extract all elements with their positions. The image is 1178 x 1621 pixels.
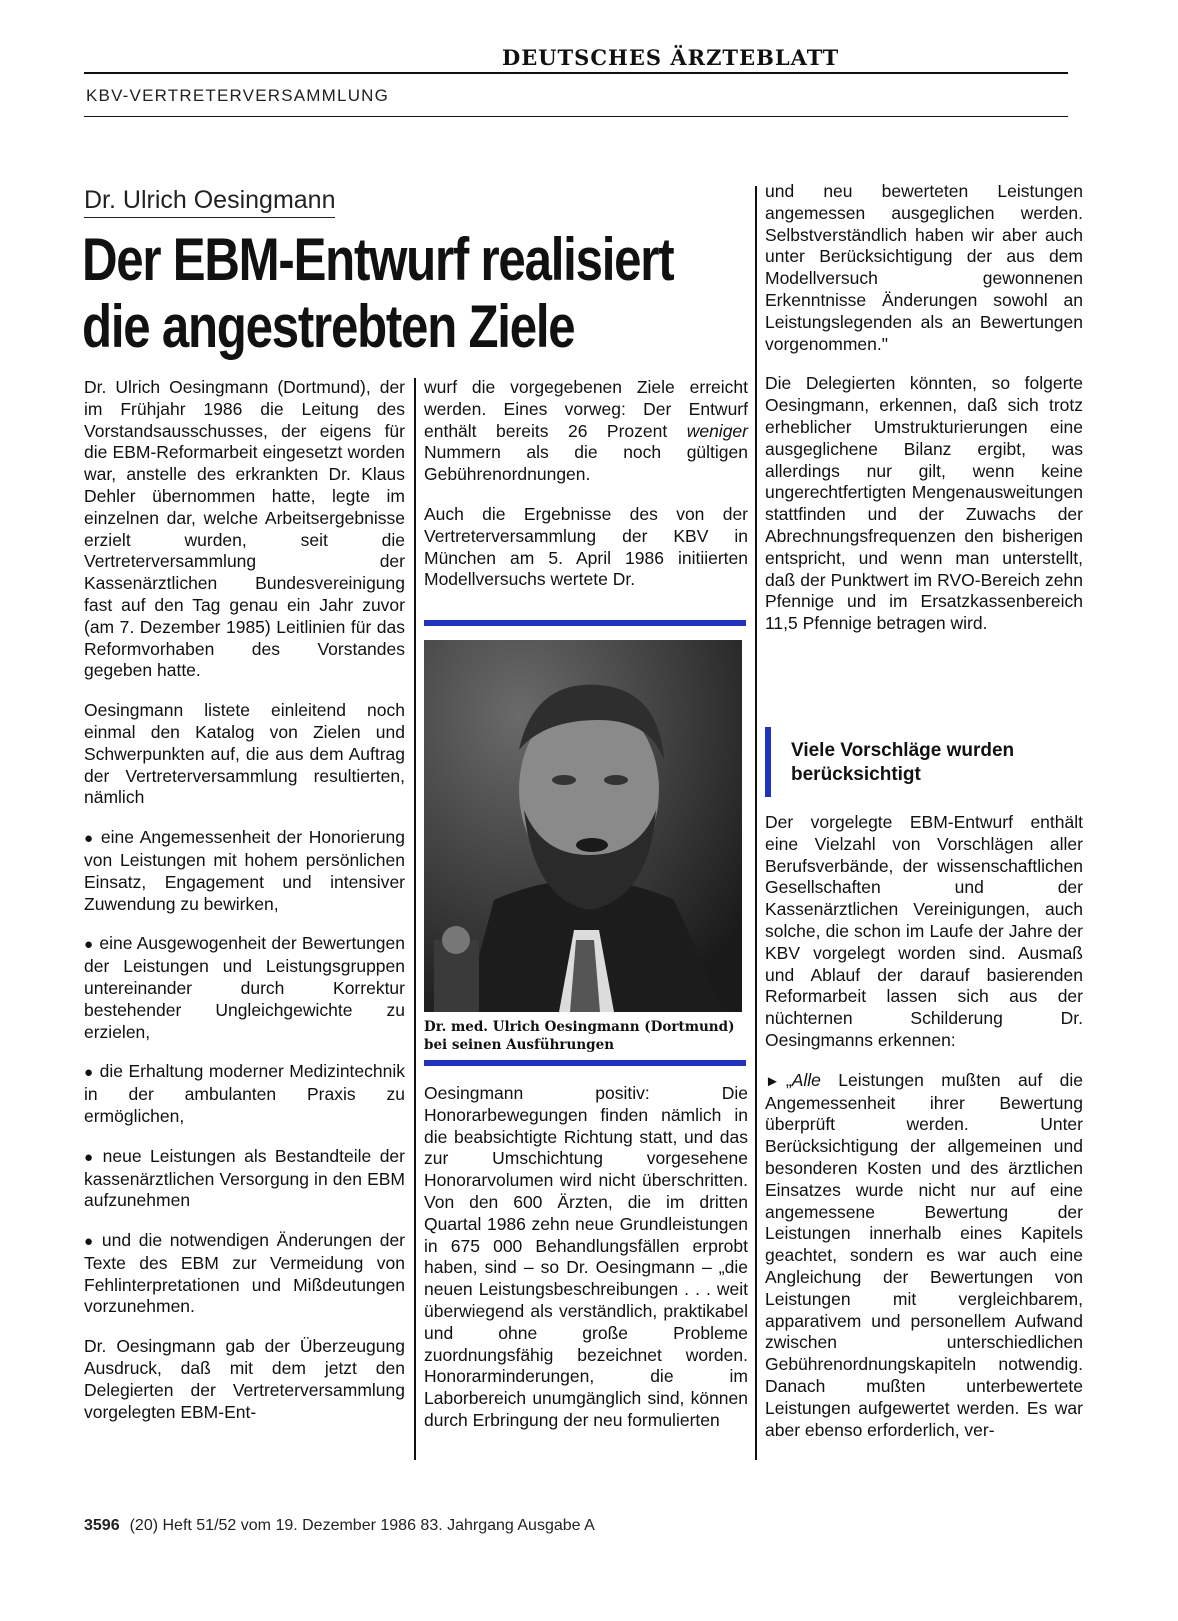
bullet-item: ● neue Leistungen als Bestandteile der kassenärztlichen Versorgung in den EBM aufzunehmen bbox=[84, 1146, 405, 1212]
bullet-item: ● die Erhaltung moderner Medizintechnik in der ambulanten Praxis zu ermöglichen, bbox=[84, 1061, 405, 1127]
masthead bbox=[84, 42, 1068, 74]
column-1 bbox=[84, 377, 405, 1441]
quote-paragraph: ► „Alle Leistungen mußten auf die Angemessenheit ihrer Bewertung überprüft werden. Unter Berücksichtigung der allgemeinen und besonderen Kosten und des ärztlichen Einsatzes wurde nicht nur auf eine angemessene Bewertung der Leistungen innerhalb eines Kapitels geachtet, sondern es war auch eine Angleichung der Bewertungen von Leistungen mit vergleichbarem, apparativem und personellem Aufwand zwischen unterschiedlichen Gebührenordnungskapiteln notwendig. Danach mußten unterbewertete Leistungen aufgewertet werden. Es war aber ebenso erforderlich, ver- bbox=[765, 1070, 1083, 1442]
author-byline: Dr. Ulrich Oesingmann bbox=[84, 186, 335, 218]
paragraph: Oesingmann listete einleitend noch einmal den Katalog von Zielen und Schwerpunkten auf, die aus dem Auftrag der Vertreterversammlung resultierten, nämlich bbox=[84, 700, 405, 808]
subheading-box bbox=[765, 727, 1071, 797]
paragraph: Auch die Ergebnisse des von der Vertreterversammlung der KBV in München am 5. April 1986 initiierten Modellversuchs wertete Dr. bbox=[424, 503, 748, 590]
journal-name: DEUTSCHES ÄRZTEBLATT bbox=[502, 45, 840, 70]
portrait-photo bbox=[424, 640, 742, 1012]
paragraph: Dr. Ulrich Oesingmann (Dortmund), der im Frühjahr 1986 die Leitung des Vorstandsausschusses, der eigens für die EBM-Reformarbeit eingesetzt worden war, anstelle des erkrankten Dr. Klaus Dehler übernommen hatte, legte im einzelnen dar, welche Arbeitsergebnisse erzielt wurden, seit die Vertreterversammlung der Kassenärztlichen Bundesvereinigung fast auf den Tag genau ein Jahr zuvor (am 7. Dezember 1985) Leitlinien für das Reformvorhaben des Vorstandes gegeben hatte. bbox=[84, 377, 405, 681]
page-number: 3596 bbox=[84, 1517, 120, 1534]
photo-caption: Dr. med. Ulrich Oesingmann (Dortmund) bei seinen Ausführungen bbox=[424, 1019, 735, 1053]
column-3-continued bbox=[765, 812, 1083, 1459]
article-headline bbox=[82, 226, 674, 360]
bullet-item: ● eine Ausgewogenheit der Bewertungen der Leistungen und Leistungsgruppen untereinander durch Korrektur bestehender Ungleichgewichte zu erzielen, bbox=[84, 933, 405, 1043]
page-footer bbox=[84, 1517, 595, 1535]
portrait-photo-icon bbox=[424, 640, 742, 1012]
subheading: Viele Vorschläge wurden berücksichtigt bbox=[791, 740, 1015, 785]
column-2-continued bbox=[424, 1083, 748, 1450]
caption-bottom-rule bbox=[424, 1060, 746, 1066]
headline-line-1: Der EBM-Entwurf realisiert bbox=[82, 226, 674, 293]
emphasis: weniger bbox=[686, 420, 748, 441]
headline-line-2: die angestrebten Ziele bbox=[82, 293, 575, 360]
bullet-item: ● eine Angemessenheit der Honorierung von Leistungen mit hohem persönlichen Einsatz, Engagement und intensiver Zuwendung zu bewirken, bbox=[84, 827, 405, 915]
column-divider bbox=[414, 378, 416, 1460]
paragraph: wurf die vorgegebenen Ziele erreicht werden. Eines vorweg: Der Entwurf enthält bereits 26 Prozent weniger Nummern als die noch gültigen Gebührenordnungen. bbox=[424, 377, 748, 485]
column-2 bbox=[424, 377, 748, 609]
issue-info: (20) Heft 51/52 vom 19. Dezember 1986 83. Jahrgang Ausgabe A bbox=[129, 1517, 595, 1534]
emphasis: Alle bbox=[791, 1069, 821, 1090]
paragraph: Dr. Oesingmann gab der Überzeugung Ausdruck, daß mit dem jetzt den Delegierten der Vertreterversammlung vorgelegten EBM-Ent- bbox=[84, 1336, 405, 1422]
paragraph: Der vorgelegte EBM-Entwurf enthält eine Vielzahl von Vorschlägen aller Berufsverbände, der wissenschaftlichen Gesellschaften und der Kassenärztlichen Vereinigungen, auch solche, die schon im Laufe der Jahre der KBV vorgelegt worden sind. Ausmaß und Ablauf der darauf basierenden Reformarbeit lassen sich aus der nüchternen Schilderung Dr. Oesingmanns erkennen: bbox=[765, 812, 1083, 1050]
column-3 bbox=[765, 181, 1083, 653]
bullet-item: ● und die notwendigen Änderungen der Texte des EBM zur Vermeidung von Fehlinterpretationen und Mißdeutungen vorzunehmen. bbox=[84, 1230, 405, 1318]
photo-top-rule bbox=[424, 620, 746, 626]
paragraph: und neu bewerteten Leistungen angemessen ausgeglichen werden. Selbstverständlich haben wir aber auch unter Berücksichtigung der aus dem Modellversuch gewonnenen Erkenntnisse Änderungen sowohl an Leistungslegenden als an Bewertungen vorgenommen." bbox=[765, 181, 1083, 354]
paragraph: Die Delegierten könnten, so folgerte Oesingmann, erkennen, daß sich trotz erheblicher Umstrukturierungen eine ausgeglichene Bilanz ergibt, was allerdings nur gilt, wenn keine ungerechtfertigten Mengenausweitungen stattfinden und der Zuwachs der Abrechnungsfrequenzen den bisherigen entspricht, und wenn man unterstellt, daß der Punktwert im RVO-Bereich zehn Pfennige und im Ersatzkassenbereich 11,5 Pfennige betragen wird. bbox=[765, 373, 1083, 634]
paragraph: Oesingmann positiv: Die Honorarbewegungen finden nämlich in die beabsichtigte Richtung statt, und das zur Umschichtung vorgesehene Honorarvolumen wird nicht überschritten. Von den 600 Ärzten, die im dritten Quartal 1986 zehn neue Grundleistungen in 675 000 Behandlungsfällen erprobt haben, sind – so Dr. Oesingmann – „die neuen Leistungsbeschreibungen . . . weit überwiegend als verständlich, praktikabel und ohne große Probleme zuordnungsfähig bezeichnet worden. Honorarminderungen, die im Laborbereich unumgänglich sind, können durch Erbringung der neu formulierten bbox=[424, 1083, 748, 1430]
column-divider bbox=[755, 186, 757, 1460]
section-header bbox=[84, 86, 1068, 117]
section-label: KBV-VERTRETERVERSAMMLUNG bbox=[86, 86, 390, 105]
